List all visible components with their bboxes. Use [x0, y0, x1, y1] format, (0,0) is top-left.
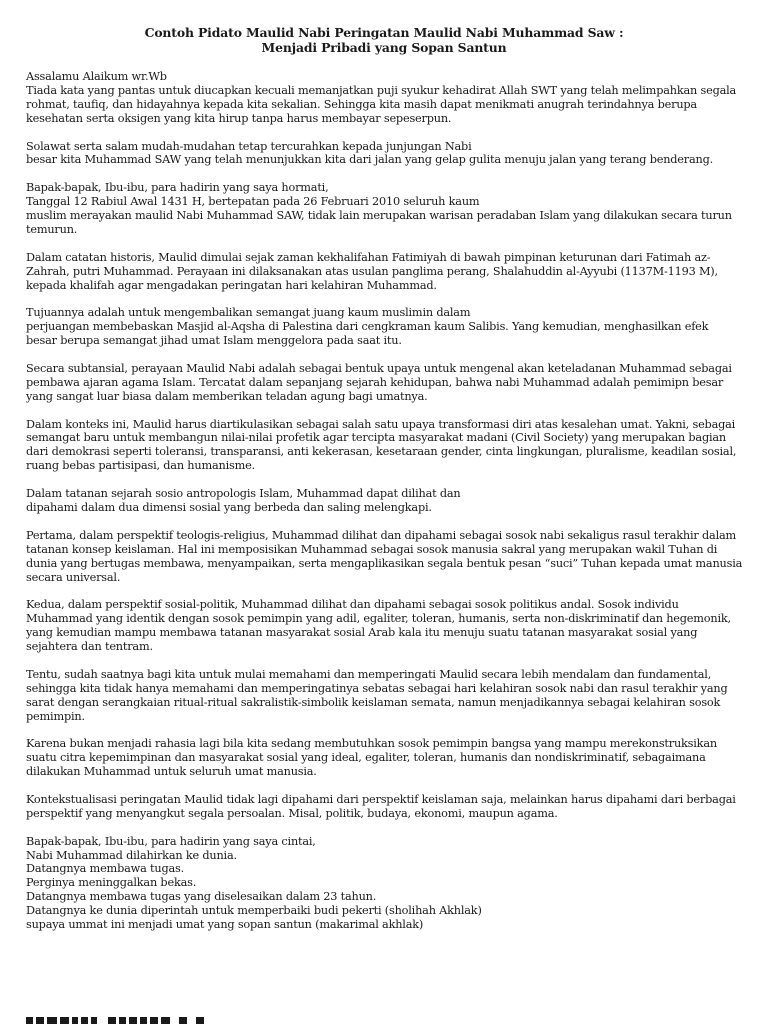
text-line: Tentu, sudah saatnya bagi kita untuk mulai memahami dan memperingati Maulid secara lebih mendalam dan fundamental, [26, 667, 712, 681]
text-line: supaya ummat ini menjadi umat yang sopan santun (makarimal akhlak) [26, 918, 424, 932]
paragraph [26, 737, 746, 779]
text-line: Assalamu Alaikum wr.Wb [26, 70, 167, 83]
paragraph [26, 251, 746, 293]
text-line: kepada khalifah agar mengadakan peringatan hari kelahiran Muhammad. [26, 278, 437, 292]
paragraph [26, 487, 746, 515]
text-line: Solawat serta salam mudah-mudahan tetap tercurahkan kepada junjungan Nabi [26, 139, 472, 153]
paragraph [26, 181, 746, 237]
text-line: Zahrah, putri Muhammad. Perayaan ini dilaksanakan atas usulan panglima perang, Shalahuddin al-Ayyubi (1137M-1193 M), [26, 264, 718, 278]
text-line: dunia yang bertugas membawa, menyampaikan, serta mengaplikasikan segala bentuk pesan “suci” Tuhan kepada umat manusia [26, 556, 743, 570]
text-line: Dalam konteks ini, Maulid harus diartikulasikan sebagai salah satu upaya transformasi diri atas kesalehan umat. Yakni, sebagai [26, 417, 736, 431]
text-line: perjuangan membebaskan Masjid al-Aqsha di Palestina dari cengkraman kaum Salibis. Yang kemudian, menghasilkan efek [26, 320, 709, 334]
text-line: Datangnya ke dunia diperintah untuk memperbaiki budi pekerti (sholihah Akhlak) [26, 904, 482, 918]
text-line: muslim merayakan maulid Nabi Muhammad SAW, tidak lain merupakan warisan peradaban Islam yang dilakukan secara turun [26, 209, 732, 223]
text-line: besar kita Muhammad SAW yang telah menunjukkan kita dari jalan yang gelap gulita menuju jalan yang terang benderang. [26, 153, 714, 167]
text-line: secara universal. [26, 570, 121, 584]
text-line: Kontekstualisasi peringatan Maulid tidak lagi dipahami dari perspektif keislaman saja, melainkan harus dipahami dari berbagai [26, 792, 736, 806]
text-line: suatu citra kepemimpinan dan masyarakat sosial yang ideal, egaliter, toleran, humanis dan nondiskriminatif, sebagaimana [26, 751, 706, 765]
cut-off-text [26, 1014, 266, 1024]
text-line: Muhammad yang identik dengan sosok pemimpin yang adil, egaliter, toleran, humanis, serta non-diskriminatif dan hegemonik, [26, 612, 731, 626]
text-line: sejahtera dan tentram. [26, 640, 153, 654]
text-line: Nabi Muhammad dilahirkan ke dunia. [26, 848, 237, 862]
paragraph [26, 668, 746, 724]
text-line: dilakukan Muhammad untuk seluruh umat manusia. [26, 765, 317, 779]
text-line: perspektif yang menyangkut segala persoalan. Misal, politik, budaya, ekonomi, maupun agama. [26, 806, 558, 820]
text-line: ruang bebas partisipasi, dan humanisme. [26, 459, 255, 473]
text-line: pembawa ajaran agama Islam. Tercatat dalam sepanjang sejarah kehidupan, bahwa nabi Muhammad adalah pemimipn besar [26, 375, 724, 389]
text-line: yang sangat luar biasa dalam memberikan teladan agung bagi umatnya. [26, 389, 428, 403]
paragraph [26, 598, 746, 654]
text-line: yang kemudian mampu membawa tatanan masyarakat sosial Arab kala itu menuju suatu tatanan masyarakat sosial yang [26, 626, 698, 640]
title-line: Contoh Pidato Maulid Nabi Peringatan Maulid Nabi Muhammad Saw : [144, 25, 624, 40]
text-line: dipahami dalam dua dimensi sosial yang berbeda dan saling melengkapi. [26, 500, 432, 514]
text-line: Tanggal 12 Rabiul Awal 1431 H, bertepatan pada 26 Februari 2010 seluruh kaum [26, 195, 480, 209]
text-line: rohmat, taufiq, dan hidayahnya kepada kita sekalian. Sehingga kita masih dapat menikmati anugrah terindahnya berupa [26, 97, 697, 111]
text-line: Bapak-bapak, Ibu-ibu, para hadirin yang saya cintai, [26, 834, 316, 848]
text-line: Dalam tatanan sejarah sosio antropologis Islam, Muhammad dapat dilihat dan [26, 487, 461, 501]
text-line: Tiada kata yang pantas untuk diucapkan kecuali memanjatkan puji syukur kehadirat Allah SWT yang telah melimpahkan segala [26, 83, 737, 97]
cut-off-text-glyphs [26, 1014, 266, 1024]
text-line: Karena bukan menjadi rahasia lagi bila kita sedang membutuhkan sosok pemimpin bangsa yang mampu merekonstruksikan [26, 737, 717, 751]
paragraph [26, 70, 746, 126]
paragraph [26, 418, 746, 474]
text-line: temurun. [26, 222, 78, 236]
text-line: sehingga kita tidak hanya memahami dan memperingatinya sebatas sebagai hari kelahiran sosok nabi dan rasul terakhir yang [26, 681, 728, 695]
paragraph [26, 306, 746, 348]
paragraph [26, 835, 746, 932]
document-title [40, 25, 728, 55]
paragraph [26, 529, 746, 585]
text-line: Datangnya membawa tugas yang diselesaikan dalam 23 tahun. [26, 890, 377, 904]
paragraph [26, 362, 746, 404]
text-line: Pertama, dalam perspektif teologis-religius, Muhammad dilihat dan dipahami sebagai sosok nabi sekaligus rasul terakhir dalam [26, 528, 737, 542]
text-line: besar berupa semangat jihad umat Islam menggelora pada saat itu. [26, 334, 402, 348]
text-line: semangat baru untuk membangun nilai-nilai profetik agar tercipta masyarakat madani (Civil Society) yang merupakan bagian [26, 431, 726, 445]
text-line: Perginya meninggalkan bekas. [26, 876, 197, 890]
text-line: kesehatan serta oksigen yang kita hirup tanpa harus membayar sepeserpun. [26, 111, 452, 125]
text-line: sarat dengan serangkaian ritual-ritual sakralistik-simbolik keislaman semata, namun menjadikannya sebagai kelahiran sosok [26, 695, 721, 709]
text-line: pemimpin. [26, 709, 85, 723]
title-line: Menjadi Pribadi yang Sopan Santun [261, 40, 507, 55]
text-line: Tujuannya adalah untuk mengembalikan semangat juang kaum muslimin dalam [26, 306, 471, 320]
paragraph [26, 140, 746, 168]
text-line: Secara subtansial, perayaan Maulid Nabi adalah sebagai bentuk upaya untuk mengenal akan keteladanan Muhammad sebagai [26, 361, 732, 375]
text-line: Datangnya membawa tugas. [26, 862, 185, 876]
text-line: Kedua, dalam perspektif sosial-politik, Muhammad dilihat dan dipahami sebagai sosok politikus andal. Sosok individu [26, 598, 679, 612]
paragraph [26, 793, 746, 821]
document-body [26, 70, 746, 946]
text-line: tatanan konsep keislaman. Hal ini memposisikan Muhammad sebagai sosok manusia sakral yang merupakan wakil Tuhan di [26, 542, 718, 556]
text-line: Dalam catatan historis, Maulid dimulai sejak zaman kekhalifahan Fatimiyah di bawah pimpinan keturunan dari Fatimah az- [26, 250, 711, 264]
text-line: dari demokrasi seperti toleransi, transparansi, anti kekerasan, kesetaraan gender, cinta lingkungan, pluralisme, keadilan sosial, [26, 445, 737, 459]
text-line: Bapak-bapak, Ibu-ibu, para hadirin yang saya hormati, [26, 181, 329, 195]
